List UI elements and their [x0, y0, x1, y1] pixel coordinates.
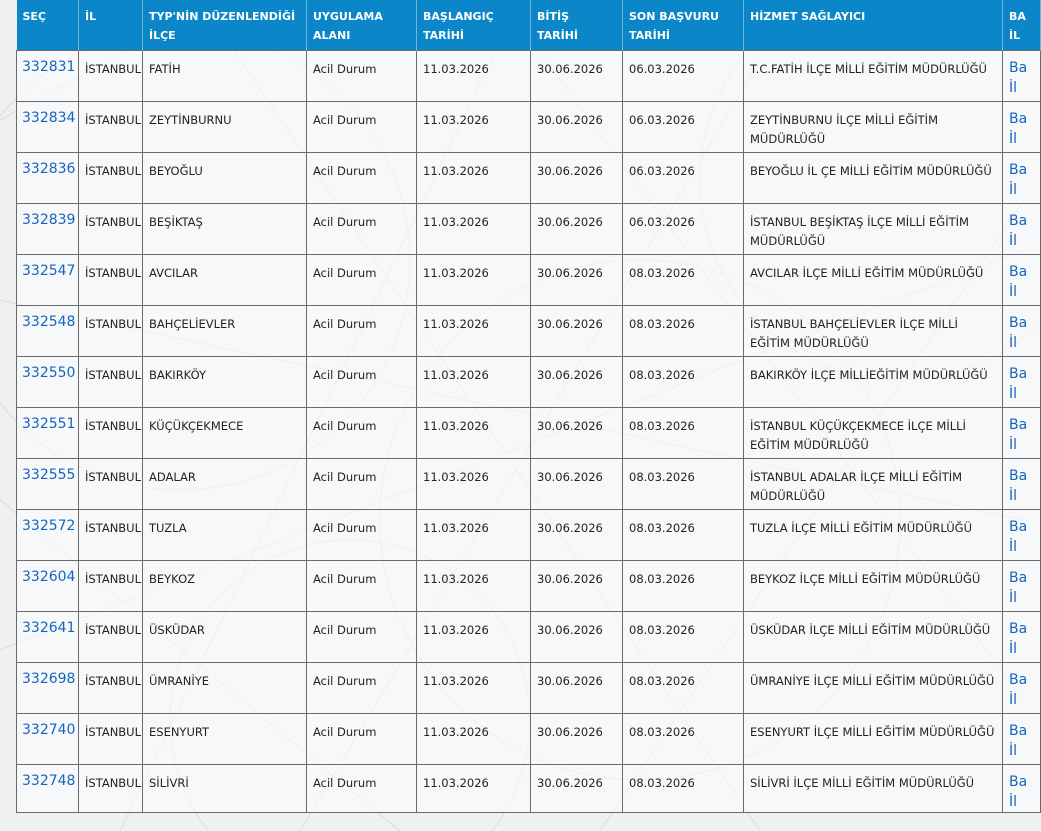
cell-sec [17, 101, 79, 152]
cell-alan: Acil Durum [307, 560, 417, 611]
select-program-link[interactable]: 332572 [22, 517, 76, 534]
cell-il: İSTANBUL [79, 356, 143, 407]
ba-link-line1: Ba [1009, 314, 1028, 331]
ba-link-line2: İl [1009, 589, 1018, 606]
cell-hizmet: ÜMRANİYE İLÇE MİLLİ EĞİTİM MÜDÜRLÜĞÜ [744, 662, 1003, 713]
table-row [17, 662, 1041, 713]
cell-bitis: 30.06.2026 [531, 560, 623, 611]
cell-alan: Acil Durum [307, 254, 417, 305]
cell-son-basvuru: 08.03.2026 [623, 305, 744, 356]
cell-son-basvuru: 06.03.2026 [623, 152, 744, 203]
cell-ilce: ADALAR [143, 458, 307, 509]
cell-ilce: ÜMRANİYE [143, 662, 307, 713]
header-baslangic[interactable] [417, 0, 531, 50]
cell-son-basvuru: 08.03.2026 [623, 764, 744, 812]
cell-sec [17, 305, 79, 356]
cell-ilce: SİLİVRİ [143, 764, 307, 812]
header-son-basvuru-line1: SON BAŞVURU [629, 10, 719, 23]
cell-son-basvuru: 08.03.2026 [623, 407, 744, 458]
table-row [17, 356, 1041, 407]
cell-son-basvuru: 08.03.2026 [623, 356, 744, 407]
select-program-link[interactable]: 332550 [22, 364, 76, 381]
ba-link-line2: İl [1009, 538, 1018, 555]
table-row [17, 713, 1041, 764]
ba-link-line1: Ba [1009, 569, 1028, 586]
cell-bitis: 30.06.2026 [531, 458, 623, 509]
cell-ilce: ESENYURT [143, 713, 307, 764]
table-row [17, 509, 1041, 560]
cell-ba [1003, 509, 1041, 560]
cell-alan: Acil Durum [307, 407, 417, 458]
cell-alan: Acil Durum [307, 713, 417, 764]
header-alan[interactable] [307, 0, 417, 50]
cell-bitis: 30.06.2026 [531, 713, 623, 764]
cell-il: İSTANBUL [79, 509, 143, 560]
cell-son-basvuru: 08.03.2026 [623, 560, 744, 611]
cell-son-basvuru: 06.03.2026 [623, 50, 744, 101]
program-listing-table [16, 0, 1041, 813]
cell-bitis: 30.06.2026 [531, 662, 623, 713]
cell-sec [17, 254, 79, 305]
cell-alan: Acil Durum [307, 101, 417, 152]
ba-link-line2: İl [1009, 385, 1018, 402]
cell-il: İSTANBUL [79, 560, 143, 611]
cell-il: İSTANBUL [79, 203, 143, 254]
cell-ba [1003, 356, 1041, 407]
listing-table-container [16, 0, 1028, 813]
cell-baslangic: 11.03.2026 [417, 356, 531, 407]
ba-link-line2: İl [1009, 283, 1018, 300]
header-son-basvuru[interactable] [623, 0, 744, 50]
table-row [17, 50, 1041, 101]
cell-sec [17, 203, 79, 254]
cell-baslangic: 11.03.2026 [417, 611, 531, 662]
ba-link-line1: Ba [1009, 773, 1028, 790]
select-program-link[interactable]: 332551 [22, 415, 76, 432]
select-program-link[interactable]: 332641 [22, 619, 76, 636]
cell-alan: Acil Durum [307, 764, 417, 812]
cell-ilce: BAHÇELİEVLER [143, 305, 307, 356]
select-program-link[interactable]: 332604 [22, 568, 76, 585]
ba-link-line2: İl [1009, 436, 1018, 453]
cell-hizmet: İSTANBUL BEŞİKTAŞ İLÇE MİLLİ EĞİTİM MÜDÜRLÜĞÜ [744, 203, 1003, 254]
header-hizmet-label: HİZMET SAĞLAYICI [750, 10, 866, 23]
ba-link-line2: İl [1009, 334, 1018, 351]
cell-hizmet: SİLİVRİ İLÇE MİLLİ EĞİTİM MÜDÜRLÜĞÜ [744, 764, 1003, 812]
cell-il: İSTANBUL [79, 458, 143, 509]
cell-alan: Acil Durum [307, 509, 417, 560]
table-body [17, 50, 1041, 812]
cell-ba [1003, 458, 1041, 509]
cell-alan: Acil Durum [307, 662, 417, 713]
cell-il: İSTANBUL [79, 764, 143, 812]
cell-ilce: TUZLA [143, 509, 307, 560]
cell-hizmet: İSTANBUL KÜÇÜKÇEKMECE İLÇE MİLLİ EĞİTİM MÜDÜRLÜĞÜ [744, 407, 1003, 458]
cell-il: İSTANBUL [79, 254, 143, 305]
ba-link-line2: İl [1009, 79, 1018, 96]
header-baslangic-line2: TARİHİ [423, 29, 465, 42]
ba-link-line2: İl [1009, 691, 1018, 708]
cell-ba [1003, 50, 1041, 101]
cell-ilce: AVCILAR [143, 254, 307, 305]
cell-il: İSTANBUL [79, 152, 143, 203]
table-row [17, 611, 1041, 662]
cell-bitis: 30.06.2026 [531, 203, 623, 254]
cell-bitis: 30.06.2026 [531, 305, 623, 356]
ba-link[interactable] [1009, 721, 1034, 761]
cell-sec [17, 509, 79, 560]
cell-alan: Acil Durum [307, 305, 417, 356]
table-row [17, 764, 1041, 812]
cell-ba [1003, 407, 1041, 458]
cell-baslangic: 11.03.2026 [417, 662, 531, 713]
cell-ilce: ZEYTİNBURNU [143, 101, 307, 152]
header-il[interactable] [79, 0, 143, 50]
cell-bitis: 30.06.2026 [531, 611, 623, 662]
cell-bitis: 30.06.2026 [531, 407, 623, 458]
cell-son-basvuru: 08.03.2026 [623, 662, 744, 713]
cell-bitis: 30.06.2026 [531, 764, 623, 812]
cell-ilce: BEŞİKTAŞ [143, 203, 307, 254]
ba-link-line1: Ba [1009, 416, 1028, 433]
ba-link-line2: İl [1009, 793, 1018, 810]
cell-il: İSTANBUL [79, 662, 143, 713]
header-alan-line2: ALANI [313, 29, 351, 42]
header-il-label: İL [85, 10, 97, 23]
table-row [17, 152, 1041, 203]
header-ilce[interactable] [143, 0, 307, 50]
cell-sec [17, 662, 79, 713]
header-bitis[interactable] [531, 0, 623, 50]
ba-link-line1: Ba [1009, 110, 1028, 127]
select-program-link[interactable]: 332548 [22, 313, 76, 330]
ba-link[interactable] [1009, 364, 1034, 404]
cell-hizmet: BAKIRKÖY İLÇE MİLLİEĞİTİM MÜDÜRLÜĞÜ [744, 356, 1003, 407]
cell-alan: Acil Durum [307, 152, 417, 203]
ba-link[interactable] [1009, 619, 1034, 659]
cell-alan: Acil Durum [307, 203, 417, 254]
cell-son-basvuru: 08.03.2026 [623, 713, 744, 764]
ba-link-line1: Ba [1009, 671, 1028, 688]
ba-link[interactable] [1009, 58, 1034, 98]
header-ilce-line1: TYP'NİN DÜZENLENDİĞİ [149, 10, 296, 23]
header-ba[interactable] [1003, 0, 1041, 50]
ba-link-line1: Ba [1009, 620, 1028, 637]
ba-link[interactable] [1009, 313, 1034, 353]
cell-il: İSTANBUL [79, 713, 143, 764]
ba-link-line2: İl [1009, 181, 1018, 198]
ba-link[interactable] [1009, 109, 1034, 149]
ba-link[interactable] [1009, 568, 1034, 608]
cell-hizmet: ZEYTİNBURNU İLÇE MİLLİ EĞİTİM MÜDÜRLÜĞÜ [744, 101, 1003, 152]
cell-sec [17, 560, 79, 611]
cell-ba [1003, 764, 1041, 812]
header-sec-label: SEÇ [22, 10, 47, 23]
cell-hizmet: TUZLA İLÇE MİLLİ EĞİTİM MÜDÜRLÜĞÜ [744, 509, 1003, 560]
cell-son-basvuru: 06.03.2026 [623, 203, 744, 254]
ba-link[interactable] [1009, 517, 1034, 557]
cell-baslangic: 11.03.2026 [417, 101, 531, 152]
cell-son-basvuru: 08.03.2026 [623, 254, 744, 305]
cell-ba [1003, 305, 1041, 356]
cell-baslangic: 11.03.2026 [417, 203, 531, 254]
ba-link-line2: İl [1009, 130, 1018, 147]
cell-hizmet: AVCILAR İLÇE MİLLİ EĞİTİM MÜDÜRLÜĞÜ [744, 254, 1003, 305]
table-row [17, 254, 1041, 305]
table-row [17, 101, 1041, 152]
cell-il: İSTANBUL [79, 611, 143, 662]
cell-son-basvuru: 06.03.2026 [623, 101, 744, 152]
cell-baslangic: 11.03.2026 [417, 560, 531, 611]
table-row [17, 458, 1041, 509]
cell-baslangic: 11.03.2026 [417, 50, 531, 101]
select-program-link[interactable]: 332547 [22, 262, 76, 279]
select-program-link[interactable]: 332836 [22, 160, 76, 177]
cell-hizmet: ÜSKÜDAR İLÇE MİLLİ EĞİTİM MÜDÜRLÜĞÜ [744, 611, 1003, 662]
cell-ba [1003, 254, 1041, 305]
cell-alan: Acil Durum [307, 356, 417, 407]
cell-sec [17, 611, 79, 662]
cell-baslangic: 11.03.2026 [417, 509, 531, 560]
cell-ba [1003, 713, 1041, 764]
header-sec[interactable] [17, 0, 79, 50]
cell-hizmet: İSTANBUL ADALAR İLÇE MİLLİ EĞİTİM MÜDÜRLÜĞÜ [744, 458, 1003, 509]
header-ba-line2: İL [1009, 29, 1021, 42]
cell-son-basvuru: 08.03.2026 [623, 458, 744, 509]
cell-hizmet: ESENYURT İLÇE MİLLİ EĞİTİM MÜDÜRLÜĞÜ [744, 713, 1003, 764]
cell-baslangic: 11.03.2026 [417, 152, 531, 203]
ba-link-line2: İl [1009, 742, 1018, 759]
select-program-link[interactable]: 332839 [22, 211, 76, 228]
cell-sec [17, 407, 79, 458]
ba-link[interactable] [1009, 466, 1034, 506]
cell-il: İSTANBUL [79, 407, 143, 458]
cell-sec [17, 764, 79, 812]
cell-bitis: 30.06.2026 [531, 152, 623, 203]
ba-link-line1: Ba [1009, 59, 1028, 76]
cell-baslangic: 11.03.2026 [417, 458, 531, 509]
header-ba-line1: BA [1009, 10, 1026, 23]
cell-alan: Acil Durum [307, 458, 417, 509]
ba-link-line2: İl [1009, 640, 1018, 657]
cell-baslangic: 11.03.2026 [417, 305, 531, 356]
cell-son-basvuru: 08.03.2026 [623, 509, 744, 560]
cell-bitis: 30.06.2026 [531, 101, 623, 152]
cell-hizmet: BEYKOZ İLÇE MİLLİ EĞİTİM MÜDÜRLÜĞÜ [744, 560, 1003, 611]
cell-bitis: 30.06.2026 [531, 509, 623, 560]
cell-ba [1003, 611, 1041, 662]
ba-link[interactable] [1009, 415, 1034, 455]
cell-bitis: 30.06.2026 [531, 356, 623, 407]
cell-ilce: KÜÇÜKÇEKMECE [143, 407, 307, 458]
cell-alan: Acil Durum [307, 50, 417, 101]
ba-link[interactable] [1009, 160, 1034, 200]
table-row [17, 305, 1041, 356]
cell-bitis: 30.06.2026 [531, 254, 623, 305]
select-program-link[interactable]: 332740 [22, 721, 76, 738]
cell-ilce: ÜSKÜDAR [143, 611, 307, 662]
ba-link-line1: Ba [1009, 467, 1028, 484]
select-program-link[interactable]: 332748 [22, 772, 76, 789]
cell-sec [17, 356, 79, 407]
header-baslangic-line1: BAŞLANGIÇ [423, 10, 494, 23]
cell-ba [1003, 152, 1041, 203]
cell-ilce: BEYOĞLU [143, 152, 307, 203]
select-program-link[interactable]: 332698 [22, 670, 76, 687]
cell-ba [1003, 203, 1041, 254]
cell-son-basvuru: 08.03.2026 [623, 611, 744, 662]
cell-hizmet: T.C.FATİH İLÇE MİLLİ EĞİTİM MÜDÜRLÜĞÜ [744, 50, 1003, 101]
cell-ilce: BAKIRKÖY [143, 356, 307, 407]
header-bitis-line2: TARİHİ [537, 29, 579, 42]
table-row [17, 560, 1041, 611]
cell-ba [1003, 662, 1041, 713]
header-alan-line1: UYGULAMA [313, 10, 383, 23]
select-program-link[interactable]: 332831 [22, 58, 76, 75]
ba-link-line1: Ba [1009, 161, 1028, 178]
cell-ilce: BEYKOZ [143, 560, 307, 611]
cell-hizmet: İSTANBUL BAHÇELİEVLER İLÇE MİLLİ EĞİTİM MÜDÜRLÜĞÜ [744, 305, 1003, 356]
cell-alan: Acil Durum [307, 611, 417, 662]
ba-link[interactable] [1009, 262, 1034, 302]
cell-baslangic: 11.03.2026 [417, 254, 531, 305]
select-program-link[interactable]: 332834 [22, 109, 76, 126]
table-row [17, 407, 1041, 458]
header-hizmet[interactable] [744, 0, 1003, 50]
cell-ilce: FATİH [143, 50, 307, 101]
cell-ba [1003, 560, 1041, 611]
cell-baslangic: 11.03.2026 [417, 713, 531, 764]
ba-link[interactable] [1009, 211, 1034, 251]
ba-link-line2: İl [1009, 487, 1018, 504]
cell-baslangic: 11.03.2026 [417, 407, 531, 458]
cell-baslangic: 11.03.2026 [417, 764, 531, 812]
ba-link-line1: Ba [1009, 212, 1028, 229]
cell-ba [1003, 101, 1041, 152]
ba-link-line2: İl [1009, 232, 1018, 249]
cell-sec [17, 713, 79, 764]
ba-link[interactable] [1009, 772, 1034, 812]
cell-il: İSTANBUL [79, 50, 143, 101]
ba-link-line1: Ba [1009, 365, 1028, 382]
cell-il: İSTANBUL [79, 101, 143, 152]
cell-bitis: 30.06.2026 [531, 50, 623, 101]
cell-sec [17, 50, 79, 101]
cell-hizmet: BEYOĞLU İL ÇE MİLLİ EĞİTİM MÜDÜRLÜĞÜ [744, 152, 1003, 203]
ba-link-line1: Ba [1009, 263, 1028, 280]
ba-link[interactable] [1009, 670, 1034, 710]
header-ilce-line2: İLÇE [149, 29, 176, 42]
table-header-row [17, 0, 1041, 50]
ba-link-line1: Ba [1009, 518, 1028, 535]
cell-sec [17, 458, 79, 509]
ba-link-line1: Ba [1009, 722, 1028, 739]
select-program-link[interactable]: 332555 [22, 466, 76, 483]
header-son-basvuru-line2: TARİHİ [629, 29, 671, 42]
header-bitis-line1: BİTİŞ [537, 10, 569, 23]
table-row [17, 203, 1041, 254]
cell-il: İSTANBUL [79, 305, 143, 356]
cell-sec [17, 152, 79, 203]
